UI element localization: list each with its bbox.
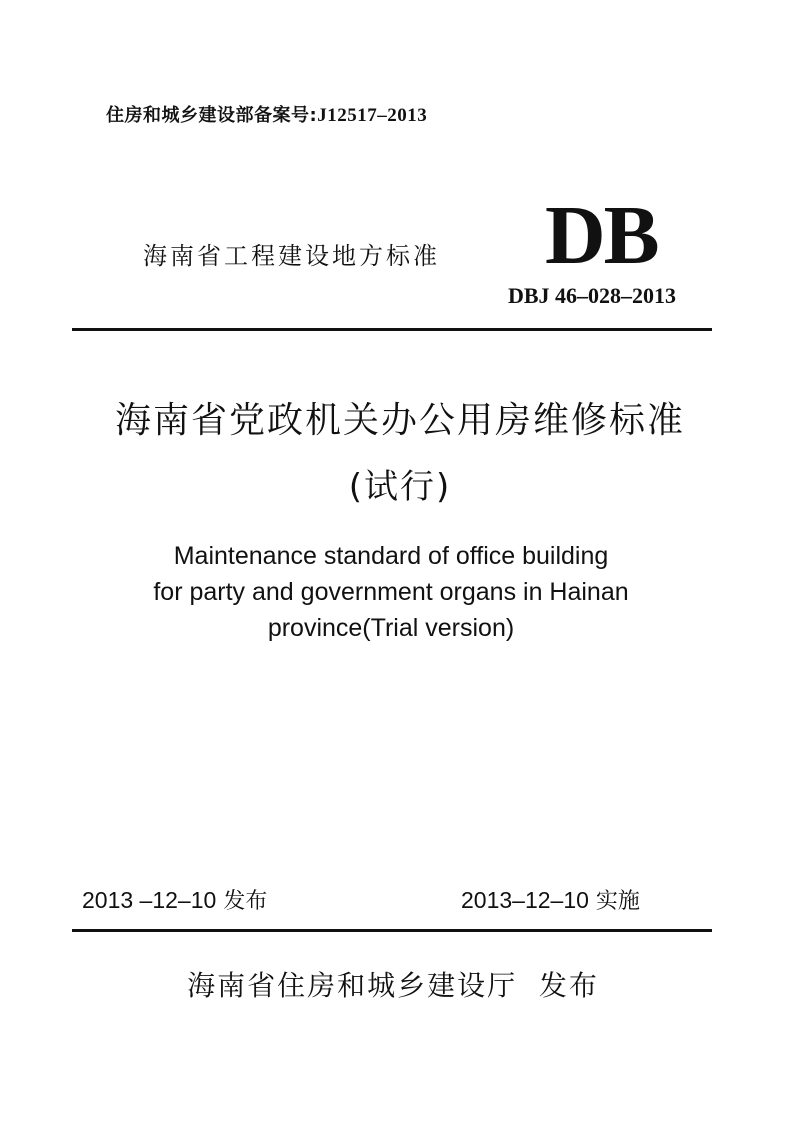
publisher-action: 发布 [538,969,599,1002]
record-label: 住房和城乡建设部备案号: [106,105,318,126]
title-chinese-subtitle: (试行) [348,467,452,507]
bottom-divider [72,929,712,932]
title-english-line: province(Trial version) [267,614,515,642]
title-chinese: 海南省党政机关办公用房维修标准 [114,400,685,441]
title-english-line: for party and government organs in Hainan [153,578,629,606]
implement-date [461,884,640,915]
implement-date-label: 实施 [595,889,640,914]
issue-date [82,884,267,915]
publisher [0,964,786,1004]
title-english-line: Maintenance standard of office building [173,542,609,570]
standard-number: DBJ 46–028–2013 [508,283,677,308]
db-mark: DB [545,189,658,282]
standard-type: 海南省工程建设地方标准 [143,242,440,270]
record-number [106,101,427,127]
title-english [0,538,782,646]
publisher-name: 海南省住房和城乡建设厅 [187,969,518,1002]
issue-date-label: 发布 [223,889,268,914]
top-divider [72,328,712,331]
implement-date-value: 2013–12–10 [461,887,589,913]
issue-date-value: 2013 –12–10 [82,887,217,913]
record-code: J12517–2013 [317,105,428,126]
